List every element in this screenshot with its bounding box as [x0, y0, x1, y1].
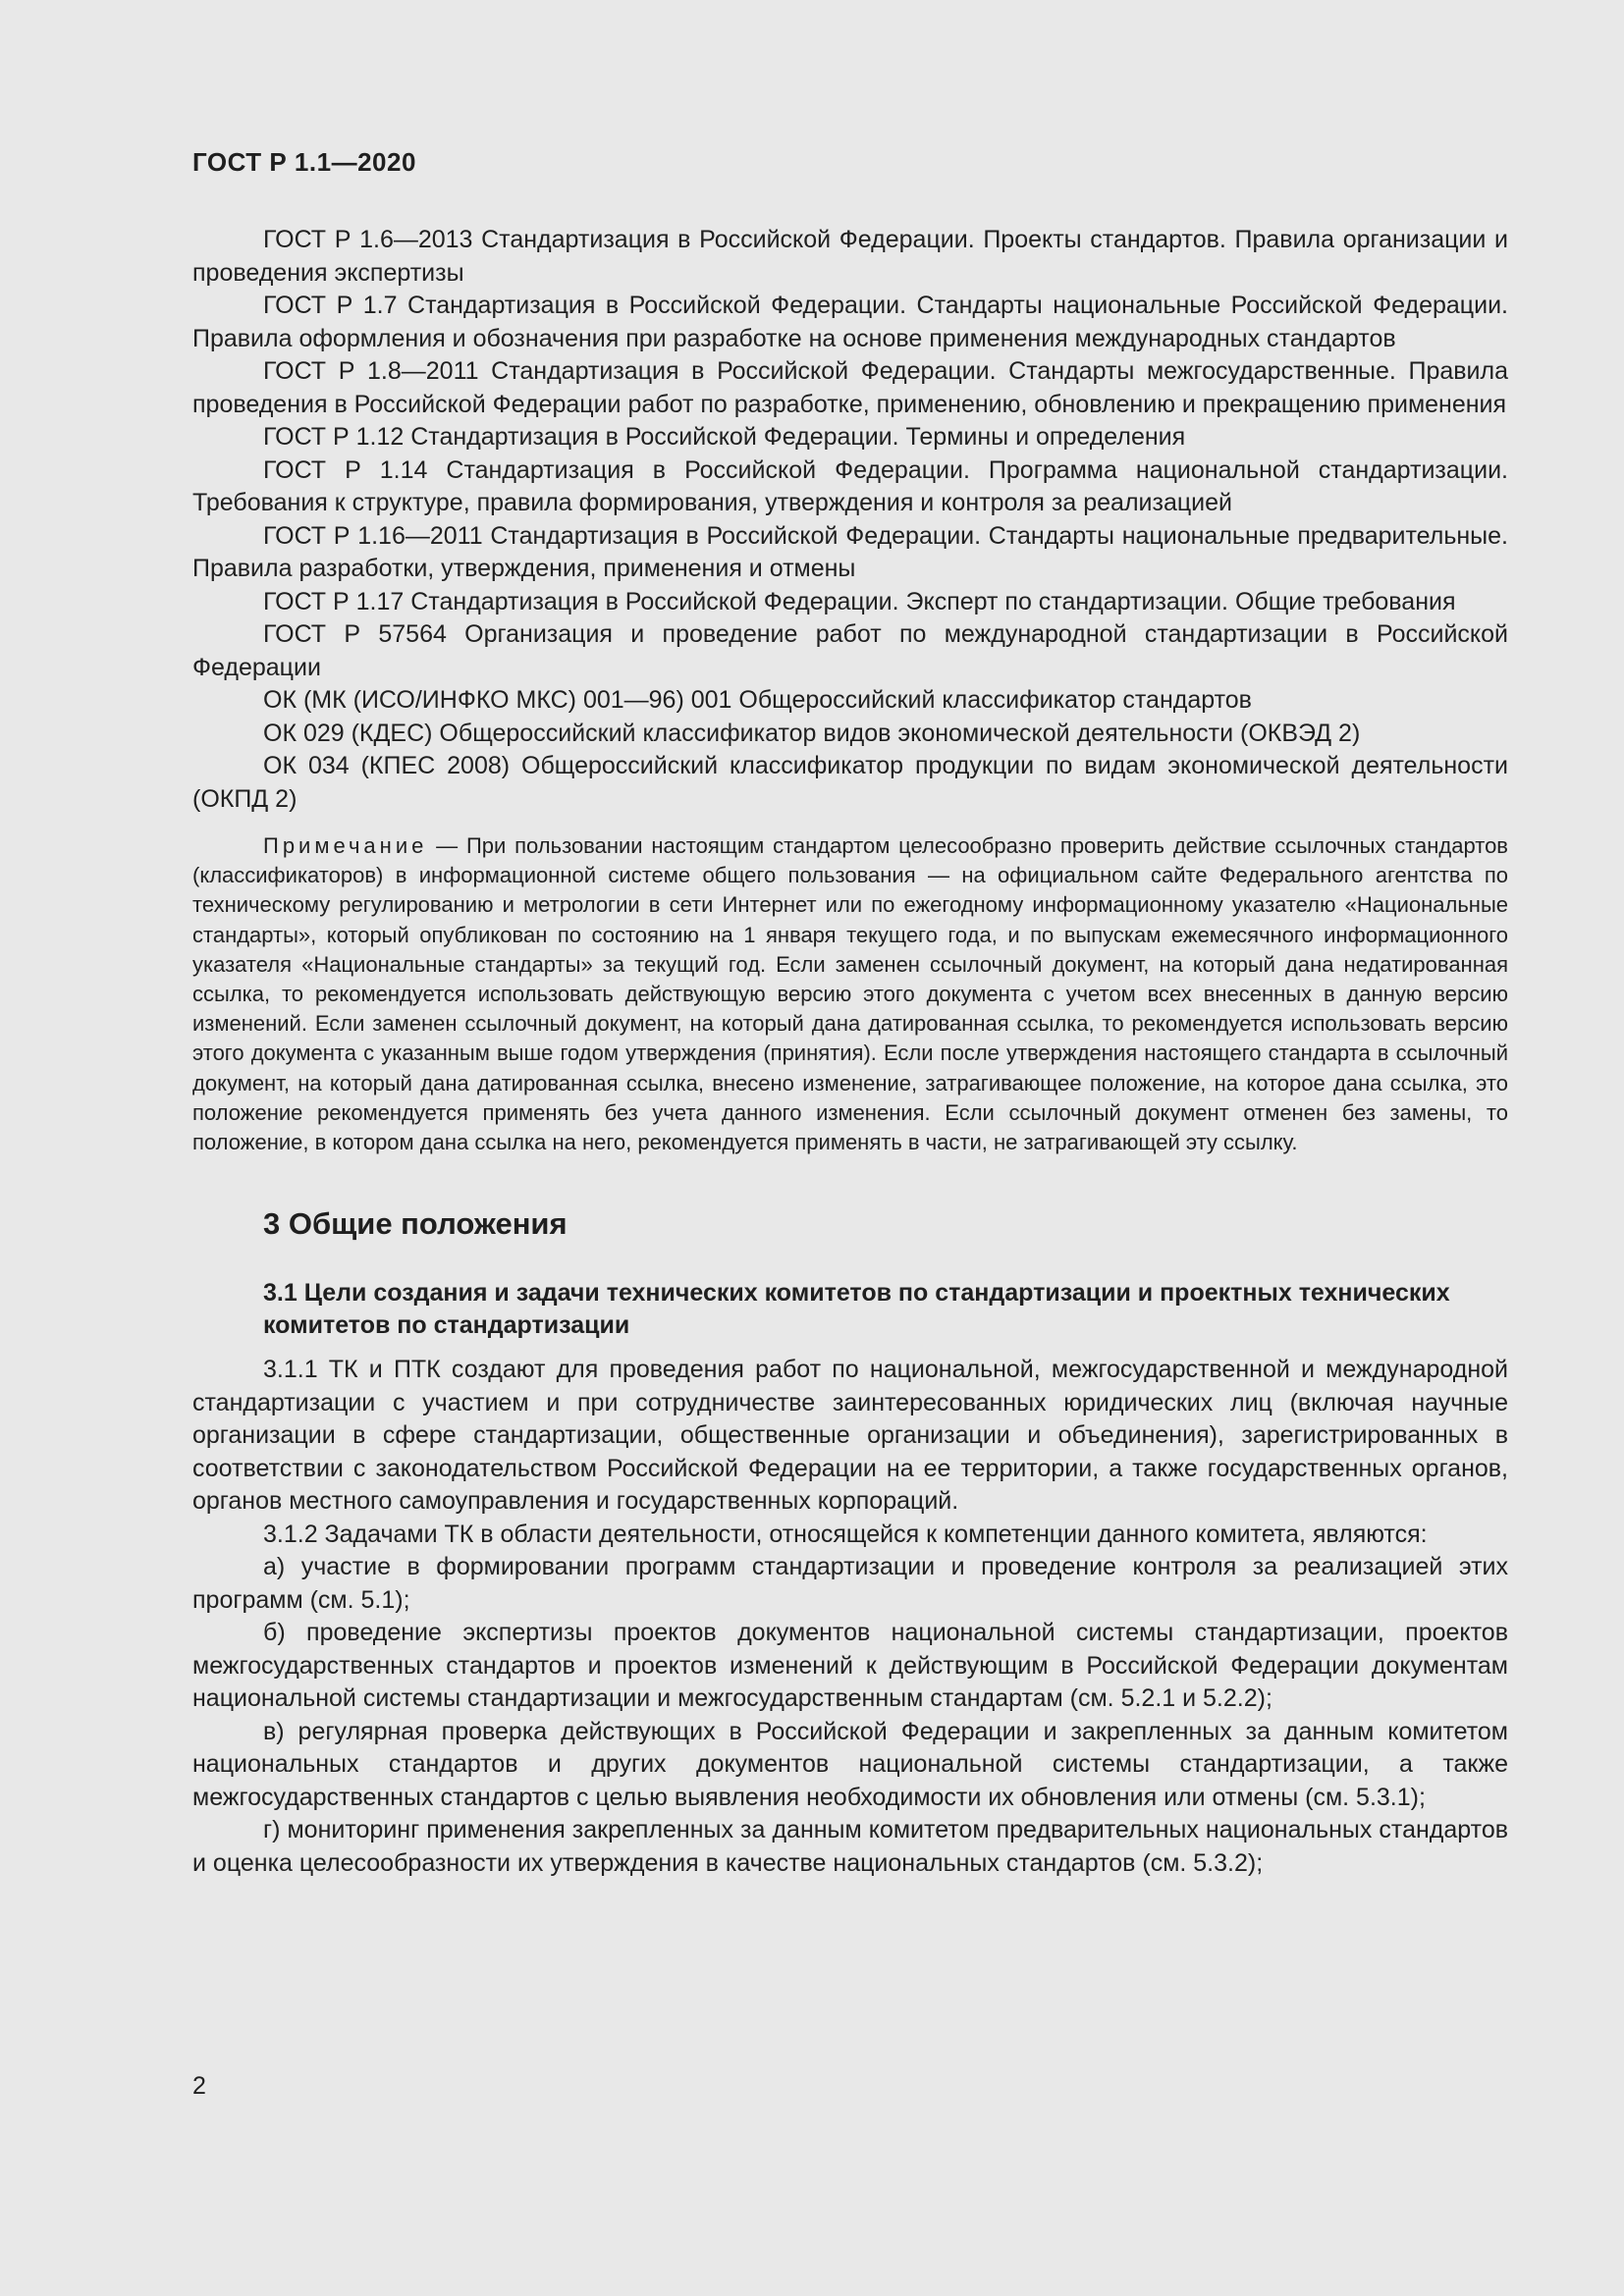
reference-item: ОК 029 (КДЕС) Общероссийский классификатор видов экономической деятельности (ОКВЭД 2): [263, 719, 1361, 747]
section-title: 3 Общие положения: [263, 1206, 568, 1242]
note-text: — При пользовании настоящим стандартом целесообразно проверить действие ссылочных стандартов (классификаторов) в информационной системе общего пользования — на официальном сайте Федерального агентства по техническому регулированию и метрологии в сети Интернет или по ежегодному информационному указателю «Национальные стандарты», который опубликован по состоянию на 1 января текущего года, и по выпускам ежемесячного информационного указателя «Национальные стандарты» за текущий год. Если заменен ссылочный документ, на который дана недатированная ссылка, то рекомендуется использовать действующую версию этого документа с учетом всех внесенных в данную версию изменений. Если заменен ссылочный документ, на который дана датированная ссылка, то рекомендуется использовать версию этого документа с указанным выше годом утверждения (принятия). Если после утверждения настоящего стандарта в ссылочный документ, на который дана датированная ссылка, внесено изменение, затрагивающее положение, на которое дана ссылка, это положение рекомендуется применять без учета данного изменения. Если ссылочный документ отменен без замены, то положение, в котором дана ссылка на него, рекомендуется применять в части, не затрагивающей эту ссылку.: [192, 833, 1508, 1155]
page-number: 2: [192, 2072, 206, 2100]
reference-item: ГОСТ Р 1.6—2013 Стандартизация в Российской Федерации. Проекты стандартов. Правила организации и проведения экспертизы: [192, 226, 1508, 287]
paragraph: 3.1.2 Задачами ТК в области деятельности, относящейся к компетенции данного комитета, являются:: [263, 1520, 1428, 1548]
list-item: а) участие в формировании программ стандартизации и проведение контроля за реализацией этих программ (см. 5.1);: [192, 1553, 1508, 1614]
body-text: [192, 224, 1508, 1880]
list-item: б) проведение экспертизы проектов документов национальной системы стандартизации, проектов межгосударственных стандартов и проектов изменений к действующим в Российской Федерации документам национальной системы стандартизации и межгосударственным стандартам (см. 5.2.1 и 5.2.2);: [192, 1619, 1508, 1713]
document-code-header: ГОСТ Р 1.1—2020: [192, 147, 416, 177]
list-item: в) регулярная проверка действующих в Российской Федерации и закрепленных за данным комитетом национальных стандартов и других документов национальной системы стандартизации, а также межгосударственных стандартов с целью выявления необходимости их обновления или отмены (см. 5.3.1);: [192, 1717, 1508, 1811]
reference-item: ОК (МК (ИСО/ИНФКО МКС) 001—96) 001 Общероссийский классификатор стандартов: [263, 686, 1252, 714]
note-block: [192, 831, 1508, 1157]
subsection-title: 3.1 Цели создания и задачи технических комитетов по стандартизации и проектных технических комитетов по стандартизации: [263, 1279, 1450, 1340]
reference-item: ГОСТ Р 1.8—2011 Стандартизация в Российской Федерации. Стандарты межгосударственные. Правила проведения в Российской Федерации работ по разработке, применению, обновлению и прекращению применения: [192, 357, 1508, 418]
note-label: Примечание: [263, 833, 428, 858]
reference-item: ГОСТ Р 1.16—2011 Стандартизация в Российской Федерации. Стандарты национальные предварительные. Правила разработки, утверждения, применения и отмены: [192, 521, 1508, 582]
list-item: г) мониторинг применения закрепленных за данным комитетом предварительных национальных стандартов и оценка целесообразности их утверждения в качестве национальных стандартов (см. 5.3.2);: [192, 1816, 1508, 1877]
reference-item: ГОСТ Р 1.7 Стандартизация в Российской Федерации. Стандарты национальные Российской Федерации. Правила оформления и обозначения при разработке на основе применения международных стандартов: [192, 292, 1508, 352]
reference-item: ГОСТ Р 1.17 Стандартизация в Российской Федерации. Эксперт по стандартизации. Общие требования: [263, 587, 1456, 615]
reference-item: ГОСТ Р 1.12 Стандартизация в Российской Федерации. Термины и определения: [263, 423, 1186, 451]
reference-item: ОК 034 (КПЕС 2008) Общероссийский классификатор продукции по видам экономической деятельности (ОКПД 2): [192, 752, 1508, 813]
reference-item: ГОСТ Р 57564 Организация и проведение работ по международной стандартизации в Российской Федерации: [192, 620, 1508, 681]
reference-item: ГОСТ Р 1.14 Стандартизация в Российской Федерации. Программа национальной стандартизации. Требования к структуре, правила формирования, утверждения и контроля за реализацией: [192, 455, 1508, 516]
paragraph: 3.1.1 ТК и ПТК создают для проведения работ по национальной, межгосударственной и международной стандартизации с участием и при сотрудничестве заинтересованных юридических лиц (включая научные организации в сфере стандартизации, общественные организации и объединения), зарегистрированных в соответствии с законодательством Российской Федерации на ее территории, а также государственных органов, органов местного самоуправления и государственных корпораций.: [192, 1356, 1508, 1516]
